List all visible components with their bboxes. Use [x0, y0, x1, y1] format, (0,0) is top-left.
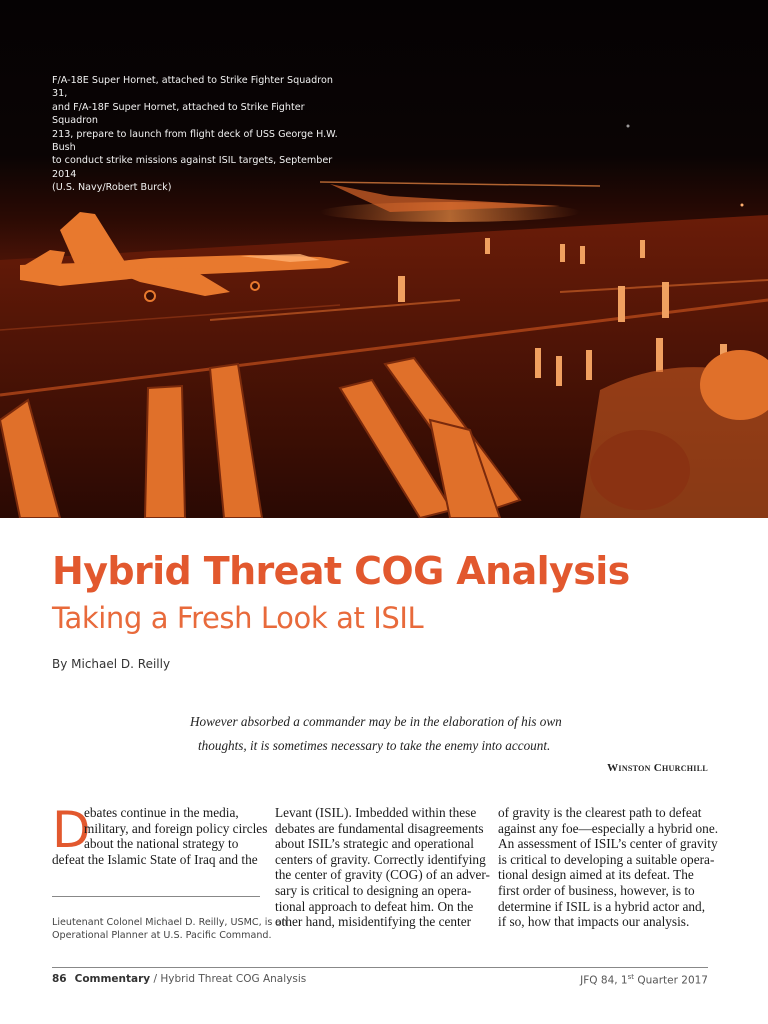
- body-line: other hand, misidentifying the center: [275, 914, 472, 930]
- epigraph-line: However absorbed a commander may be in the elaboration of his own: [190, 714, 562, 729]
- body-line: sary is critical to designing an opera-: [275, 882, 472, 898]
- caption-line: 213, prepare to launch from flight deck of USS George H.W. Bush: [52, 128, 338, 154]
- photo-caption: [52, 74, 342, 195]
- byline: By Michael D. Reilly: [52, 657, 171, 671]
- footer-divider: [52, 967, 708, 968]
- body-line: Levant (ISIL). Imbedded within these: [275, 805, 477, 820]
- article-title: Hybrid Threat COG Analysis: [52, 549, 630, 593]
- body-line: the center of gravity (COG) of an adver-: [275, 867, 490, 883]
- section-name: Commentary: [74, 973, 151, 985]
- body-line: if so, how that impacts our analysis.: [498, 914, 690, 930]
- bio-line: Operational Planner at U.S. Pacific Command.: [52, 930, 272, 941]
- bio-line: Lieutenant Colonel Michael D. Reilly, USMC, is an: [52, 917, 288, 928]
- body-line: first order of business, however, is to: [498, 882, 695, 898]
- body-column-3: [498, 805, 719, 930]
- epigraph-line: thoughts, it is sometimes necessary to take the enemy into account.: [198, 738, 551, 753]
- caption-line: and F/A-18F Super Hornet, attached to Strike Fighter Squadron: [52, 101, 305, 127]
- article-subtitle: Taking a Fresh Look at ISIL: [52, 601, 424, 635]
- footer-right: [580, 973, 708, 987]
- bio-divider: [52, 896, 260, 897]
- caption-line: to conduct strike missions against ISIL targets, September 2014: [52, 155, 333, 180]
- journal-issue: JFQ 84, 1: [580, 974, 628, 987]
- body-line: defeat the Islamic State of Iraq and the: [52, 851, 258, 867]
- body-line: tional design aimed at its defeat. The: [498, 867, 694, 883]
- body-line: military, and foreign policy circles: [84, 820, 268, 836]
- body-line: An assessment of ISIL’s center of gravity: [498, 836, 718, 852]
- author-bio: [52, 916, 288, 942]
- body-line: is critical to developing a suitable opera-: [498, 851, 715, 867]
- body-line: ebates continue in the media,: [84, 805, 239, 820]
- issue-quarter: Quarter 2017: [634, 974, 708, 987]
- body-line: determine if ISIL is a hybrid actor and,: [498, 898, 706, 914]
- epigraph: [190, 710, 710, 758]
- epigraph-attribution: Winston Churchill: [607, 762, 708, 774]
- drop-cap: D: [52, 801, 91, 859]
- footer-left: [52, 973, 306, 985]
- caption-line: F/A-18E Super Hornet, attached to Strike Fighter Squadron 31,: [52, 75, 333, 100]
- body-line: centers of gravity. Correctly identifying: [275, 851, 486, 867]
- body-line: of gravity is the clearest path to defeat: [498, 805, 702, 820]
- body-line: against any foe—especially a hybrid one.: [498, 820, 719, 836]
- page-number: 86: [52, 973, 67, 985]
- body-line: about the national strategy to: [84, 836, 239, 852]
- body-line: tional approach to defeat him. On the: [275, 898, 474, 914]
- issue-superscript: st: [627, 973, 635, 981]
- body-line: about ISIL’s strategic and operational: [275, 836, 474, 852]
- running-title: / Hybrid Threat COG Analysis: [150, 973, 307, 985]
- body-column-1: [52, 801, 268, 867]
- caption-line: (U.S. Navy/Robert Burck): [52, 182, 172, 194]
- body-column-2: [275, 805, 490, 930]
- body-line: debates are fundamental disagreements: [275, 820, 484, 836]
